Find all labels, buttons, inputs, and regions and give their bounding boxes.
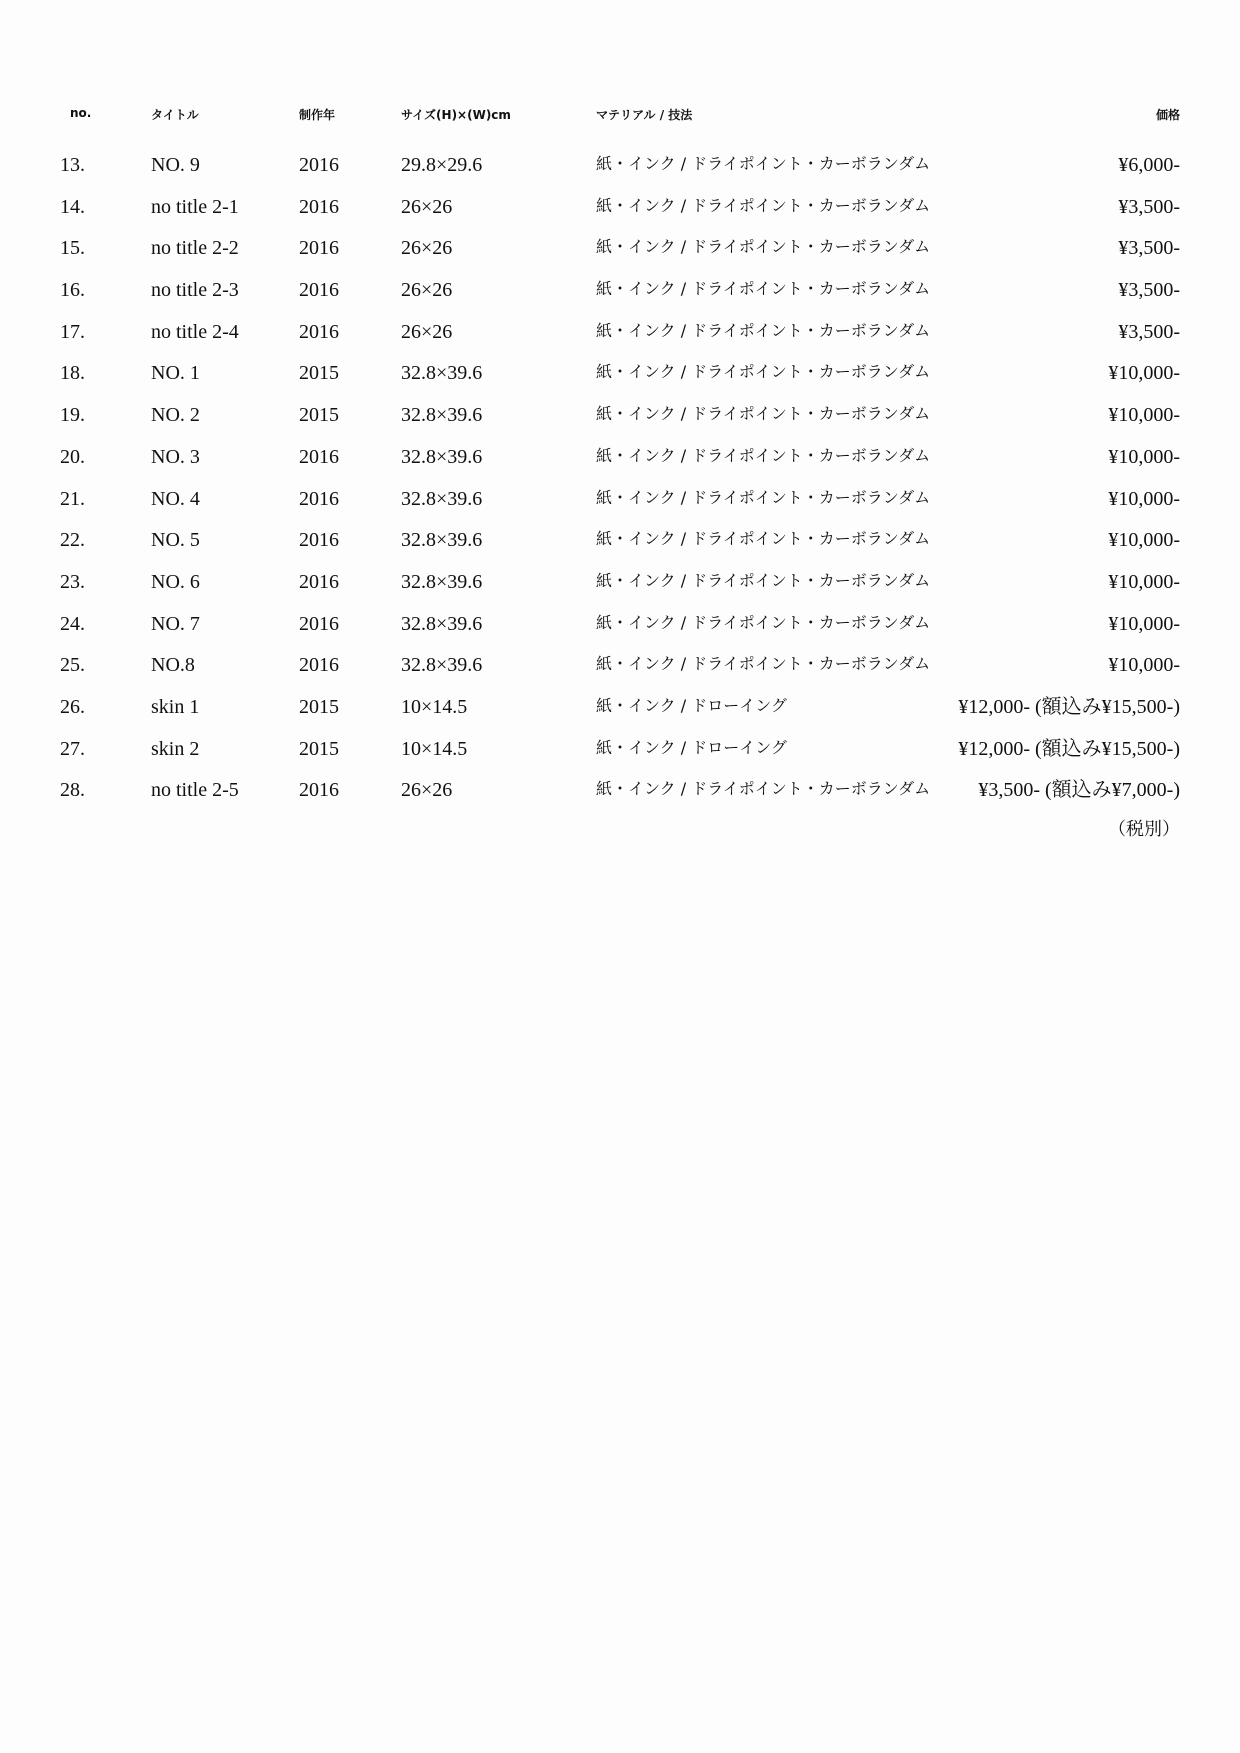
row-title: no title 2-4 bbox=[151, 320, 239, 343]
row-year: 2016 bbox=[299, 154, 339, 176]
row-size: 32.8×39.6 bbox=[401, 654, 483, 677]
row-size: 26×26 bbox=[401, 779, 453, 802]
row-price: ¥6,000- bbox=[1118, 154, 1180, 176]
row-material: 紙・インク / ドローイング bbox=[596, 695, 787, 715]
row-title: NO. 4 bbox=[151, 487, 200, 510]
row-size: 26×26 bbox=[401, 195, 453, 218]
row-size: 32.8×39.6 bbox=[401, 612, 483, 635]
table-row bbox=[0, 520, 1240, 562]
row-price: ¥10,000- bbox=[1108, 654, 1180, 677]
header-year: 制作年 bbox=[299, 108, 336, 122]
row-price: ¥10,000- bbox=[1108, 362, 1180, 385]
row-no: 20. bbox=[60, 445, 85, 468]
row-size: 10×14.5 bbox=[401, 695, 468, 718]
row-price: ¥12,000- (額込み¥15,500-) bbox=[958, 695, 1180, 718]
row-size: 32.8×39.6 bbox=[401, 529, 483, 552]
row-year: 2015 bbox=[299, 695, 339, 718]
row-size: 32.8×39.6 bbox=[401, 570, 483, 593]
row-year: 2016 bbox=[299, 654, 339, 677]
row-title: NO. 2 bbox=[151, 404, 200, 427]
row-material: 紙・インク / ドライポイント・カーボランダム bbox=[596, 195, 931, 215]
row-material: 紙・インク / ドライポイント・カーボランダム bbox=[596, 779, 931, 799]
row-title: no title 2-5 bbox=[151, 779, 239, 802]
table-row bbox=[0, 228, 1240, 270]
table-row bbox=[0, 645, 1240, 687]
row-year: 2016 bbox=[299, 237, 339, 260]
row-year: 2015 bbox=[299, 737, 339, 760]
tax-note: （税別） bbox=[1108, 819, 1180, 840]
row-year: 2016 bbox=[299, 445, 339, 468]
row-year: 2016 bbox=[299, 279, 339, 302]
row-title: no title 2-1 bbox=[151, 195, 239, 218]
row-year: 2016 bbox=[299, 779, 339, 802]
row-title: no title 2-2 bbox=[151, 237, 239, 260]
row-title: skin 2 bbox=[151, 737, 200, 760]
row-material: 紙・インク / ドライポイント・カーボランダム bbox=[596, 362, 931, 382]
row-no: 18. bbox=[60, 362, 85, 385]
row-no: 27. bbox=[60, 737, 85, 760]
row-price: ¥3,500- bbox=[1118, 279, 1180, 302]
row-no: 13. bbox=[60, 154, 85, 176]
row-size: 26×26 bbox=[401, 279, 453, 302]
row-material: 紙・インク / ドライポイント・カーボランダム bbox=[596, 237, 931, 257]
row-title: NO. 3 bbox=[151, 445, 200, 468]
row-price: ¥3,500- bbox=[1118, 237, 1180, 260]
row-no: 19. bbox=[60, 404, 85, 427]
row-price: ¥10,000- bbox=[1108, 487, 1180, 510]
row-title: NO. 5 bbox=[151, 529, 200, 552]
row-year: 2015 bbox=[299, 362, 339, 385]
row-size: 26×26 bbox=[401, 237, 453, 260]
row-title: no title 2-3 bbox=[151, 279, 239, 302]
row-price: ¥10,000- bbox=[1108, 612, 1180, 635]
row-price: ¥12,000- (額込み¥15,500-) bbox=[958, 737, 1180, 760]
table-row bbox=[0, 187, 1240, 229]
table-row bbox=[0, 395, 1240, 437]
table-row bbox=[0, 770, 1240, 812]
row-year: 2016 bbox=[299, 320, 339, 343]
table-row bbox=[0, 437, 1240, 479]
row-size: 32.8×39.6 bbox=[401, 445, 483, 468]
header-size: サイズ(H)×(W)cm bbox=[401, 108, 511, 122]
row-material: 紙・インク / ドローイング bbox=[596, 737, 787, 757]
row-size: 10×14.5 bbox=[401, 737, 468, 760]
table-row bbox=[0, 604, 1240, 646]
row-year: 2016 bbox=[299, 570, 339, 593]
table-row bbox=[0, 687, 1240, 729]
row-no: 25. bbox=[60, 654, 85, 677]
row-price: ¥10,000- bbox=[1108, 529, 1180, 552]
row-size: 32.8×39.6 bbox=[401, 362, 483, 385]
row-title: NO. 9 bbox=[151, 154, 200, 176]
row-price: ¥10,000- bbox=[1108, 404, 1180, 427]
header-title: タイトル bbox=[151, 108, 199, 122]
row-material: 紙・インク / ドライポイント・カーボランダム bbox=[596, 445, 931, 465]
row-no: 16. bbox=[60, 279, 85, 302]
row-size: 32.8×39.6 bbox=[401, 487, 483, 510]
row-no: 17. bbox=[60, 320, 85, 343]
row-size: 26×26 bbox=[401, 320, 453, 343]
row-title: NO. 6 bbox=[151, 570, 200, 593]
row-year: 2016 bbox=[299, 195, 339, 218]
row-size: 29.8×29.6 bbox=[401, 154, 483, 176]
row-year: 2016 bbox=[299, 487, 339, 510]
table-body bbox=[0, 145, 1240, 812]
row-title: skin 1 bbox=[151, 695, 200, 718]
row-no: 24. bbox=[60, 612, 85, 635]
table-row bbox=[0, 145, 1240, 187]
header-no: no. bbox=[70, 106, 92, 120]
table-row bbox=[0, 312, 1240, 354]
row-price: ¥3,500- bbox=[1118, 195, 1180, 218]
row-material: 紙・インク / ドライポイント・カーボランダム bbox=[596, 654, 931, 674]
row-material: 紙・インク / ドライポイント・カーボランダム bbox=[596, 570, 931, 590]
row-price: ¥10,000- bbox=[1108, 570, 1180, 593]
row-price: ¥3,500- bbox=[1118, 320, 1180, 343]
row-material: 紙・インク / ドライポイント・カーボランダム bbox=[596, 154, 931, 173]
row-material: 紙・インク / ドライポイント・カーボランダム bbox=[596, 487, 931, 507]
row-material: 紙・インク / ドライポイント・カーボランダム bbox=[596, 404, 931, 424]
row-no: 14. bbox=[60, 195, 85, 218]
row-title: NO.8 bbox=[151, 654, 195, 677]
row-size: 32.8×39.6 bbox=[401, 404, 483, 427]
row-no: 26. bbox=[60, 695, 85, 718]
row-no: 23. bbox=[60, 570, 85, 593]
row-title: NO. 1 bbox=[151, 362, 200, 385]
header-price: 価格 bbox=[1155, 108, 1180, 122]
table-header bbox=[0, 106, 1240, 130]
row-material: 紙・インク / ドライポイント・カーボランダム bbox=[596, 279, 931, 299]
row-no: 21. bbox=[60, 487, 85, 510]
row-year: 2016 bbox=[299, 529, 339, 552]
table-row bbox=[0, 353, 1240, 395]
row-no: 15. bbox=[60, 237, 85, 260]
row-price: ¥3,500- (額込み¥7,000-) bbox=[978, 779, 1180, 802]
row-no: 22. bbox=[60, 529, 85, 552]
row-no: 28. bbox=[60, 779, 85, 802]
table-row bbox=[0, 270, 1240, 312]
table-row bbox=[0, 562, 1240, 604]
row-price: ¥10,000- bbox=[1108, 445, 1180, 468]
row-title: NO. 7 bbox=[151, 612, 200, 635]
row-material: 紙・インク / ドライポイント・カーボランダム bbox=[596, 612, 931, 632]
row-material: 紙・インク / ドライポイント・カーボランダム bbox=[596, 320, 931, 340]
row-year: 2015 bbox=[299, 404, 339, 427]
row-year: 2016 bbox=[299, 612, 339, 635]
table-row bbox=[0, 479, 1240, 521]
header-material: マテリアル / 技法 bbox=[596, 108, 693, 122]
table-row bbox=[0, 729, 1240, 771]
row-material: 紙・インク / ドライポイント・カーボランダム bbox=[596, 529, 931, 549]
